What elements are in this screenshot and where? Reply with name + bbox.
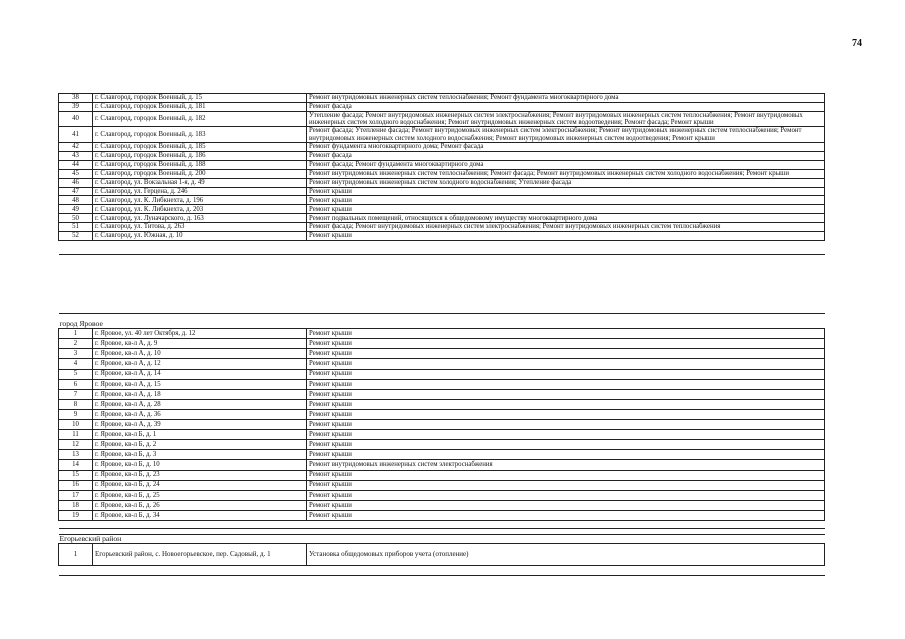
row-number: 1 [59,329,93,339]
row-number: 46 [59,178,93,187]
row-number: 1 [59,544,93,566]
row-number: 39 [59,102,93,111]
row-works: Ремонт крыши [307,187,825,196]
row-number: 5 [59,369,93,379]
row-works: Ремонт крыши [307,399,825,409]
row-address: г. Славгород, городок Военный, д. 188 [93,160,307,169]
row-number: 14 [59,460,93,470]
table-row [59,214,825,223]
row-works: Ремонт крыши [307,369,825,379]
row-address: г. Яровое, кв-л А, д. 15 [93,379,307,389]
row-address: г. Яровое, ул. 40 лет Октября, д. 12 [93,329,307,339]
table-row [59,329,825,339]
table-row [59,409,825,419]
row-address: г. Яровое, кв-л А, д. 9 [93,339,307,349]
table-row [59,94,825,103]
section-header-egorevsky [59,529,825,544]
row-number: 52 [59,232,93,241]
row-works: Ремонт крыши [307,379,825,389]
table-row [59,480,825,490]
register-rows [59,329,825,521]
row-address: г. Яровое, кв-л А, д. 10 [93,349,307,359]
row-number: 49 [59,205,93,214]
table-row [59,470,825,480]
row-address: г. Славгород, городок Военный, д. 182 [93,111,307,127]
row-address: г. Славгород, ул. Южная, д. 10 [93,232,307,241]
row-works: Ремонт внутридомовых инженерных систем теплоснабжения; Ремонт фасада; Ремонт внутридомовых инженерных систем холодного водоснабжения; Ремонт крыши [307,169,825,178]
table-row [59,349,825,359]
row-number: 17 [59,490,93,500]
table-row [59,490,825,500]
row-works: Ремонт фасада; Ремонт внутридомовых инженерных систем электроснабжения; Ремонт внутридомовых инженерных систем теплоснабжения [307,223,825,232]
row-works: Ремонт фасада; Ремонт фундамента многоквартирного дома [307,160,825,169]
row-address: г. Яровое, кв-л Б, д. 3 [93,450,307,460]
row-address: г. Яровое, кв-л Б, д. 26 [93,500,307,510]
table-row [59,111,825,127]
table-row [59,339,825,349]
row-number: 50 [59,214,93,223]
table-row [59,205,825,214]
row-works: Установка общедомовых приборов учета (отопление) [307,544,825,566]
section-title: город Яровое [59,314,825,329]
row-number: 44 [59,160,93,169]
row-works: Ремонт крыши [307,470,825,480]
row-number: 41 [59,127,93,143]
row-number: 13 [59,450,93,460]
row-address: г. Яровое, кв-л Б, д. 10 [93,460,307,470]
table-row [59,500,825,510]
register-table-slavgorod [58,93,825,255]
row-works: Ремонт внутридомовых инженерных систем холодного водоснабжения; Утепление фасада [307,178,825,187]
row-works: Ремонт крыши [307,440,825,450]
table-row [59,399,825,409]
register-rows [59,544,825,566]
row-works: Ремонт крыши [307,430,825,440]
table-row [59,102,825,111]
row-address: г. Яровое, кв-л Б, д. 2 [93,440,307,450]
row-works: Ремонт внутридомовых инженерных систем теплоснабжения; Ремонт фундамента многоквартирного дома [307,94,825,103]
row-works: Ремонт фасада [307,102,825,111]
row-address: г. Славгород, ул. Луначарского, д. 163 [93,214,307,223]
row-number: 10 [59,420,93,430]
register-rows [59,94,825,241]
row-number: 8 [59,399,93,409]
table-row [59,127,825,143]
row-works: Ремонт крыши [307,205,825,214]
table-row [59,178,825,187]
table-row [59,160,825,169]
table-row [59,223,825,232]
row-address: г. Славгород, городок Военный, д. 185 [93,143,307,152]
row-works: Ремонт крыши [307,196,825,205]
row-works: Ремонт фундамента многоквартирного дома; Ремонт фасада [307,143,825,152]
row-number: 15 [59,470,93,480]
table-row [59,510,825,520]
row-number: 51 [59,223,93,232]
row-works: Ремонт внутридомовых инженерных систем электроснабжения [307,460,825,470]
row-number: 4 [59,359,93,369]
row-number: 40 [59,111,93,127]
row-address: г. Яровое, кв-л А, д. 28 [93,399,307,409]
row-works: Ремонт крыши [307,500,825,510]
table-row [59,420,825,430]
row-address: г. Яровое, кв-л А, д. 12 [93,359,307,369]
row-address: г. Яровое, кв-л Б, д. 23 [93,470,307,480]
row-number: 12 [59,440,93,450]
row-works: Утепление фасада; Ремонт внутридомовых инженерных систем электроснабжения; Ремонт внутридомовых инженерных систем теплоснабжения; Ремонт внутридомовых инженерных систем холодного водоснабжения; Ремонт внутридомовых инженерных систем водоотведения; Ремонт фасада; Ремонт крыши [307,111,825,127]
row-number: 2 [59,339,93,349]
table-row [59,369,825,379]
row-address: г. Яровое, кв-л А, д. 18 [93,389,307,399]
table-row [59,389,825,399]
register-table-yarovoe [58,313,825,535]
table-row [59,544,825,566]
section-title: Егорьевский район [59,529,825,544]
row-works: Ремонт фасада [307,151,825,160]
table-row [59,187,825,196]
row-works: Ремонт крыши [307,409,825,419]
row-address: г. Яровое, кв-л Б, д. 25 [93,490,307,500]
table-row [59,151,825,160]
row-works: Ремонт крыши [307,490,825,500]
row-works: Ремонт крыши [307,329,825,339]
row-address: г. Славгород, городок Военный, д. 186 [93,151,307,160]
blank-row [59,566,825,576]
blank-row [59,240,825,254]
row-works: Ремонт крыши [307,359,825,369]
table-row [59,169,825,178]
row-works: Ремонт крыши [307,389,825,399]
row-number: 7 [59,389,93,399]
row-address: г. Славгород, ул. К. Либкнехта, д. 203 [93,205,307,214]
row-works: Ремонт крыши [307,339,825,349]
row-number: 11 [59,430,93,440]
row-address: г. Славгород, ул. К. Либкнехта, д. 196 [93,196,307,205]
row-number: 18 [59,500,93,510]
table-row [59,196,825,205]
row-number: 6 [59,379,93,389]
row-address: г. Яровое, кв-л Б, д. 24 [93,480,307,490]
row-works: Ремонт крыши [307,450,825,460]
row-address: г. Славгород, ул. Герцена, д. 246 [93,187,307,196]
row-address: г. Яровое, кв-л А, д. 36 [93,409,307,419]
row-address: г. Славгород, ул. Титова, д. 263 [93,223,307,232]
row-number: 3 [59,349,93,359]
row-works: Ремонт крыши [307,480,825,490]
table-row [59,440,825,450]
row-number: 43 [59,151,93,160]
row-address: г. Славгород, городок Военный, д. 183 [93,127,307,143]
row-works: Ремонт крыши [307,510,825,520]
row-address: Егорьевский район, с. Новоегорьевское, пер. Садовый, д. 1 [93,544,307,566]
row-number: 38 [59,94,93,103]
table-row [59,450,825,460]
row-works: Ремонт фасада; Утепление фасада; Ремонт внутридомовых инженерных систем электроснабжения; Ремонт внутридомовых инженерных систем теплоснабжения; Ремонт внутридомовых инженерных систем холодного водоснабжения; Ремонт внутридомовых инженерных систем водоотведения; Ремонт крыши [307,127,825,143]
table-row [59,143,825,152]
row-works: Ремонт крыши [307,232,825,241]
row-number: 42 [59,143,93,152]
table-row [59,232,825,241]
section-header-yarovoe [59,314,825,329]
row-works: Ремонт крыши [307,420,825,430]
row-address: г. Славгород, ул. Вокзальная 1-я, д. 49 [93,178,307,187]
register-table-egorevsky [58,528,825,576]
row-address: г. Славгород, городок Военный, д. 200 [93,169,307,178]
row-number: 9 [59,409,93,419]
table-row [59,430,825,440]
row-address: г. Яровое, кв-л Б, д. 34 [93,510,307,520]
row-number: 45 [59,169,93,178]
row-address: г. Яровое, кв-л А, д. 39 [93,420,307,430]
page-number: 74 [852,38,862,49]
table-row [59,379,825,389]
row-number: 16 [59,480,93,490]
row-address: г. Яровое, кв-л Б, д. 1 [93,430,307,440]
row-address: г. Славгород, городок Военный, д. 15 [93,94,307,103]
row-number: 48 [59,196,93,205]
row-address: г. Яровое, кв-л А, д. 14 [93,369,307,379]
row-number: 47 [59,187,93,196]
row-number: 19 [59,510,93,520]
row-address: г. Славгород, городок Военный, д. 181 [93,102,307,111]
row-works: Ремонт подвальных помещений, относящихся к общедомовому имуществу многоквартирного дома [307,214,825,223]
row-works: Ремонт крыши [307,349,825,359]
table-row [59,460,825,470]
table-row [59,359,825,369]
